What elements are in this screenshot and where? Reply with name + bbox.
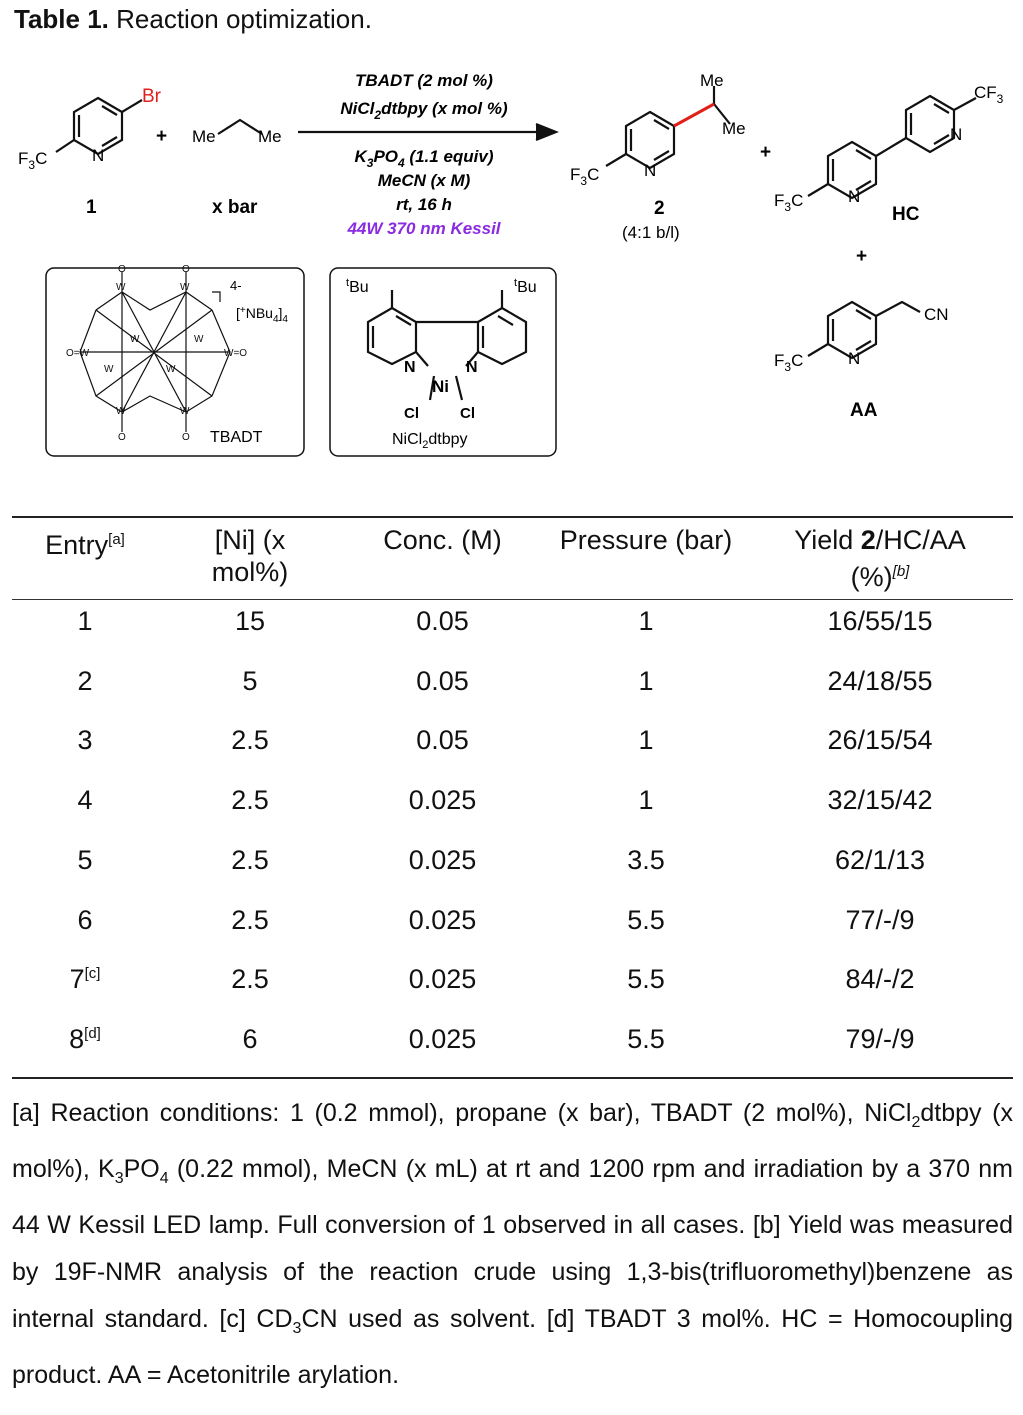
product-2-structure <box>606 86 730 168</box>
propane-structure <box>218 120 262 134</box>
tbadt-box <box>46 268 304 456</box>
reaction-arrow <box>298 124 556 140</box>
table-cell-pressure: 1 <box>638 606 654 636</box>
table-cell-pressure: 1 <box>638 665 654 696</box>
condition-light: 44W 370 nm Kessil <box>347 219 501 238</box>
tbadt-atom: O <box>118 264 126 275</box>
reaction-scheme <box>0 40 1023 470</box>
table-cell-yield: 26/15/54 <box>827 725 933 756</box>
table-cell-yield: 84/-/2 <box>845 964 915 995</box>
header-pressure: Pressure (bar) <box>559 525 733 555</box>
compound-1-br: Br <box>142 86 161 107</box>
table-cell-entry: 1 <box>77 606 93 636</box>
table-cell-yield: 32/15/42 <box>827 785 933 816</box>
table-title <box>14 4 372 35</box>
tbadt-atom: W <box>130 334 140 345</box>
table-cell-ni: 2.5 <box>231 785 269 816</box>
table-cell-ni: 6 <box>242 1023 258 1054</box>
table-cell-entry: 6 <box>77 904 93 935</box>
table-title-text: Reaction optimization. <box>116 4 372 34</box>
hc-cf3-top: $CF_3$ <box>974 83 1004 106</box>
tbu-right: $^t$Bu <box>514 277 537 296</box>
tbadt-atom: W <box>180 406 190 417</box>
ni-cl-right: Cl <box>460 405 475 422</box>
tbadt-counterion: $[^+NBu_4]_4$ <box>236 305 288 325</box>
table-top-rule <box>12 516 1013 518</box>
tbadt-atom: O <box>118 432 126 443</box>
table-cell-conc: 0.05 <box>416 665 469 696</box>
table-cell-ni: 2.5 <box>231 844 269 875</box>
aa-n: N <box>848 349 861 368</box>
hc-cf3: $F_3C$ <box>774 191 804 214</box>
ni-caption: NiCl$_2$dtbpy <box>392 431 468 451</box>
table-cell-pressure: 5.5 <box>627 1023 665 1054</box>
tbadt-atom: O <box>182 264 190 275</box>
hc-structure <box>808 96 976 198</box>
table-cell-ni: 5 <box>242 665 258 696</box>
table-cell-pressure: 1 <box>638 785 654 816</box>
table-cell-ni: 2.5 <box>231 904 269 935</box>
tbadt-atom: W <box>194 334 204 345</box>
new-bond <box>674 104 714 126</box>
product-2-n: N <box>644 161 657 180</box>
aa-label: AA <box>850 400 878 421</box>
hc-label: HC <box>892 204 920 225</box>
header-ni: [Ni] (x mol%) <box>211 525 289 587</box>
hc-n-bottom: N <box>848 187 861 206</box>
table-cell-conc: 0.025 <box>408 844 477 875</box>
header-conc: Conc. (M) <box>383 525 502 555</box>
table-cell-entry: 4 <box>77 785 93 816</box>
header-yield: Yield 2/HC/AA (%)[b] <box>794 525 966 592</box>
table-cell-conc: 0.05 <box>416 606 469 636</box>
table-cell-yield: 62/1/13 <box>834 844 926 875</box>
table-bottom-rule <box>12 1077 1013 1079</box>
table-cell-yield: 16/55/15 <box>827 606 933 636</box>
tbadt-atom: W <box>116 406 126 417</box>
tbadt-atom: W=O <box>224 348 248 359</box>
header-rule <box>12 599 1013 600</box>
condition-tbadt: TBADT (2 mol %) <box>355 71 493 90</box>
condition-time: rt, 16 h <box>396 195 452 214</box>
propane-me-left: Me <box>192 127 216 146</box>
table-cell-conc: 0.025 <box>408 904 477 935</box>
table-cell-conc: 0.05 <box>416 725 469 756</box>
table-cell-ni: 2.5 <box>231 964 269 995</box>
condition-ni: NiCl$_2$dtbpy (x mol %) <box>340 99 508 122</box>
compound-1-label: 1 <box>86 197 97 218</box>
ni-n-right: N <box>466 359 478 376</box>
table-cell-conc: 0.025 <box>408 1023 477 1054</box>
table-title-bold: Table 1. <box>14 4 109 34</box>
ni-box <box>330 268 556 456</box>
plus-sign-3: + <box>856 246 868 267</box>
aa-cf3: $F_3C$ <box>774 351 804 374</box>
tbadt-atom: W <box>180 282 190 293</box>
plus-sign-1: + <box>156 126 168 147</box>
condition-solvent: MeCN (x M) <box>377 171 471 190</box>
propane-me-right: Me <box>258 127 282 146</box>
product-2-me-top: Me <box>700 71 724 90</box>
table-cell-conc: 0.025 <box>408 785 477 816</box>
tbadt-atom: O <box>182 432 190 443</box>
plus-sign-2: + <box>760 142 772 163</box>
ni-atom: Ni <box>432 377 449 396</box>
ni-n-left: N <box>404 359 416 376</box>
table-cell-pressure: 3.5 <box>627 844 665 875</box>
aa-structure <box>808 302 920 358</box>
tbadt-atom: O=W <box>66 348 90 359</box>
table-cell-pressure: 1 <box>638 725 654 756</box>
table-cell-entry: 3 <box>77 725 93 756</box>
table-cell-conc: 0.025 <box>408 964 477 995</box>
tbadt-atom: W <box>166 364 176 375</box>
tbadt-atom: W <box>104 364 114 375</box>
header-entry: Entry[a] <box>45 530 125 560</box>
tbadt-cage-structure <box>80 272 230 432</box>
compound-1-n: N <box>92 146 105 165</box>
table-cell-entry: 5 <box>77 844 93 875</box>
table-cell-pressure: 5.5 <box>627 964 665 995</box>
table-cell-entry: 2 <box>77 665 93 696</box>
hc-n-top: N <box>950 125 963 144</box>
table-cell-ni: 15 <box>234 606 266 636</box>
condition-base: $K_3PO_4$ (1.1 equiv) <box>354 147 494 170</box>
product-2-ratio: (4:1 b/l) <box>622 223 680 242</box>
table-cell-entry: 7[c] <box>69 964 101 995</box>
product-2-label: 2 <box>654 198 665 219</box>
ni-cl-left: Cl <box>404 405 419 422</box>
tbadt-charge: 4- <box>230 278 242 293</box>
table-cell-pressure: 5.5 <box>627 904 665 935</box>
tbadt-caption: TBADT <box>210 429 263 446</box>
footnotes: [a] Reaction conditions: 1 (0.2 mmol), propane (x bar), TBADT (2 mol%), NiCl$_2$dtbpy (x mol%), $K_3PO_4$ (0.22 mmol), MeCN (x mL) at rt and 1200 rpm and irradiation by a 370 nm 44 W Kessil LED lamp. Full conversion of 1 observed in all cases. [b] Yield was measured by 19F-NMR analysis of the reaction crude using 1,3-bis(trifluoromethyl)benzene as internal standard. [c] $CD_3CN$ used as solvent. [d] TBADT 3 mol%. HC = Homocoupling product. AA = Acetonitrile arylation. <box>12 1099 1014 1389</box>
product-2-cf3: $F_3C$ <box>570 165 600 188</box>
table-cell-yield: 79/-/9 <box>845 1023 915 1054</box>
tbadt-atom: W <box>116 282 126 293</box>
table-cell-entry: 8[d] <box>69 1023 101 1054</box>
table-cell-yield: 77/-/9 <box>845 904 915 935</box>
table-cell-yield: 24/18/55 <box>827 665 933 696</box>
product-2-me-right: Me <box>722 119 746 138</box>
tbu-left: $^t$Bu <box>346 277 369 296</box>
compound-1-cf3: $F_3C$ <box>18 149 48 172</box>
pressure-label: x bar <box>212 197 258 218</box>
table-cell-ni: 2.5 <box>231 725 269 756</box>
aa-cn: CN <box>924 305 949 324</box>
